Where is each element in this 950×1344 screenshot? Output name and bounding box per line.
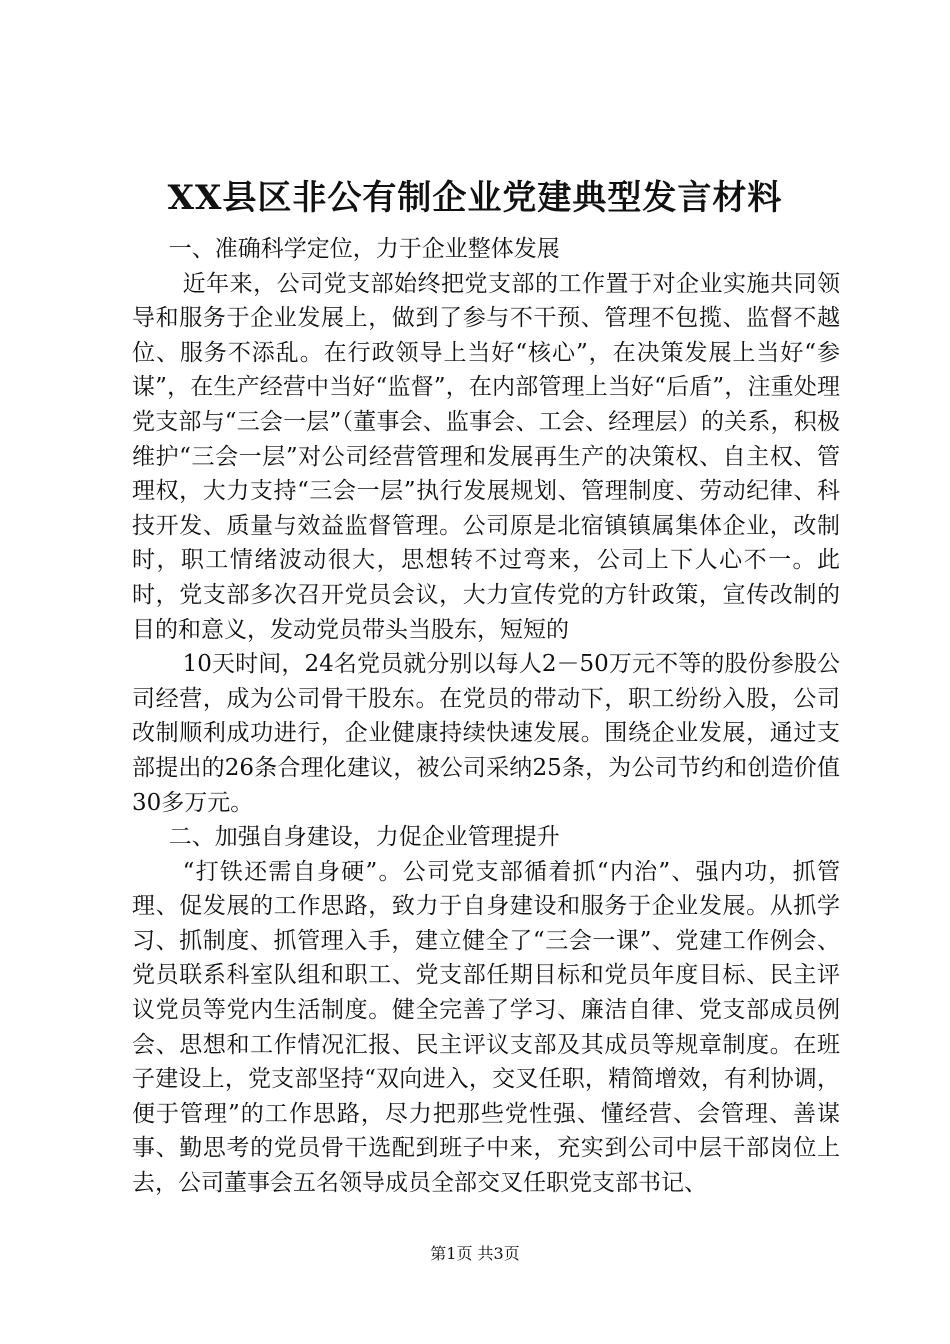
document-body xyxy=(132,232,840,1201)
document-title: XX县区非公有制企业党建典型发言材料 xyxy=(167,178,783,218)
body-paragraph-2: 10天时间，24名党员就分别以每人2－50万元不等的股份参股公司经营，成为公司骨干股东。在党员的带动下，职工纷纷入股，公司改制顺利成功进行，企业健康持续快速发展。围绕企业发展，通过支部提出的26条合理化建议，被公司采纳25条，为公司节约和创造价值30多万元。 xyxy=(132,651,840,816)
body-paragraph-1: 近年来，公司党支部始终把党支部的工作置于对企业实施共同领导和服务于企业发展上，做到了参与不干预、管理不包揽、监督不越位、服务不添乱。在行政领导上当好“核心”，在决策发展上当好“参谋”，在生产经营中当好“监督”，在内部管理上当好“后盾”，注重处理党支部与“三会一层”（董事会、监事会、工会、经理层）的关系，积极维护“三会一层”对公司经营管理和发展再生产的决策权、自主权、管理权，大力支持“三会一层”执行发展规划、管理制度、劳动纪律、科技开发、质量与效益监督管理。公司原是北宿镇镇属集体企业，改制时，职工情绪波动很大，思想转不过弯来，公司上下人心不一。此时，党支部多次召开党员会议，大力宣传党的方针政策，宣传改制的目的和意义，发动党员带头当股东，短短的 xyxy=(132,270,840,643)
section-heading-2: 二、加强自身建设，力促企业管理提升 xyxy=(168,824,560,851)
page-footer: 第1页 共3页 xyxy=(430,1244,520,1263)
section-heading-1: 一、准确科学定位，力于企业整体发展 xyxy=(168,236,560,262)
body-paragraph-3: “打铁还需自身硬”。公司党支部循着抓“内治”、强内功，抓管理、促发展的工作思路，致力于自身建设和服务于企业发展。从抓学习、抓制度、抓管理入手，建立健全了“三会一课”、党建工作例会、党员联系科室队组和职工、党支部任期目标和党员年度目标、民主评议党员等党内生活制度。健全完善了学习、廉洁自律、党支部成员例会、思想和工作情况汇报、民主评议支部及其成员等规章制度。在班子建设上，党支部坚持“双向进入，交叉任职，精简增效，有利协调，便于管理”的工作思路，尽力把那些党性强、懂经营、会管理、善谋事、勤思考的党员骨干选配到班子中来，充实到公司中层干部岗位上去，公司董事会五名领导成员全部交叉任职党支部书记、 xyxy=(132,858,840,1197)
